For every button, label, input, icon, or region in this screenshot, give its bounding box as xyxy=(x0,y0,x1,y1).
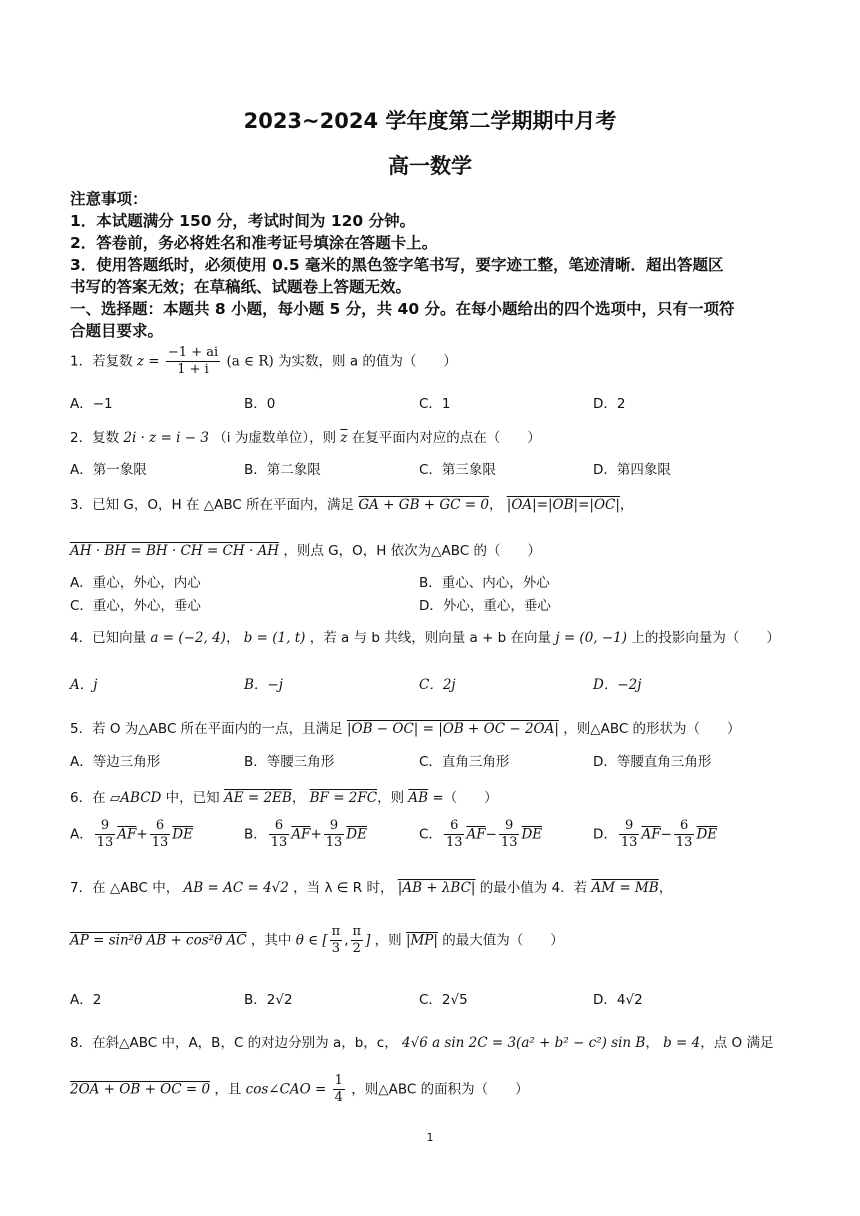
q6-condition-2: BF = 2FC xyxy=(309,790,378,806)
q7-frac-pi-2 xyxy=(351,924,364,957)
q2-prefix: 2．复数 xyxy=(70,430,120,446)
q1-fraction-numerator: −1 + ai xyxy=(167,345,219,360)
q8-line2-end: ，则△ABC 的面积为（ ） xyxy=(351,1081,529,1098)
q6-option-a-num-1: 9 xyxy=(95,818,116,835)
q6-option-a-vec-1: $\overline{AF}$ xyxy=(117,826,137,843)
q4-suffix: 上的投影向量为（ ） xyxy=(631,630,780,646)
q6-mid: 中，已知 xyxy=(165,790,220,806)
q8-line2-mid: ，且 xyxy=(214,1081,242,1098)
q1-option-d[interactable]: D．2 xyxy=(593,396,626,412)
q3-vector-sum: GA + GB + GC = 0 xyxy=(358,497,489,513)
q6-option-a[interactable] xyxy=(70,818,193,851)
q4-option-c[interactable]: C．2j xyxy=(419,677,456,693)
q8-sep: ， xyxy=(645,1035,659,1051)
question-4 xyxy=(70,626,780,646)
q4-option-b[interactable]: B．−j xyxy=(244,677,283,693)
section-heading-line-1: 一、选择题：本题共 8 小题，每小题 5 分，共 40 分。在每小题给出的四个选项中，只有一项符 xyxy=(70,300,735,318)
q1-option-b[interactable]: B．0 xyxy=(244,396,276,412)
q3-line1-text: 3．已知 G，O，H 在 △ABC 所在平面内，满足 xyxy=(70,497,355,513)
q6-option-d-num-2: 6 xyxy=(674,818,695,835)
q1-fraction xyxy=(166,345,220,378)
q2-expression: 2i · z = i − 3 xyxy=(123,430,209,446)
q7-line1-end: ， xyxy=(658,880,673,896)
q7-theta-close: ] xyxy=(365,932,371,949)
q7-option-b[interactable]: B．2√2 xyxy=(244,992,293,1008)
q6-option-b-vec-2: $\overline{DE}$ xyxy=(346,826,367,843)
q6-parallelogram: ▱ABCD xyxy=(109,790,162,806)
q3-sep: ， xyxy=(488,497,503,513)
question-5 xyxy=(70,717,741,737)
q7-side-lengths: AB = AC = 4√2 xyxy=(183,880,289,896)
question-3-line-2 xyxy=(70,539,541,559)
page-number: 1 xyxy=(426,1131,434,1144)
notice-item-3-line-1: 3．使用答题纸时，必须使用 0.5 毫米的黑色签字笔书写，要字迹工整，笔迹清晰．超出答题区 xyxy=(70,256,724,274)
q4-option-d[interactable]: D．−2j xyxy=(593,677,642,693)
q6-option-d-den-2: 13 xyxy=(675,835,693,850)
q3-dot-products: AH · BH = BH · CH = CH · AH xyxy=(70,543,280,559)
section-heading-line-2: 合题目要求。 xyxy=(70,322,164,340)
q6-option-b[interactable] xyxy=(244,818,367,851)
q6-option-c-frac-1 xyxy=(444,818,465,851)
q3-line2-text: ，则点 G，O，H 依次为△ABC 的（ ） xyxy=(283,543,542,559)
q6-prefix: 6．在 xyxy=(70,790,106,806)
question-7-line-1 xyxy=(70,876,672,896)
q7-frac-pi-3 xyxy=(330,924,343,957)
q3-option-a[interactable]: A．重心，外心，内心 xyxy=(70,575,201,591)
q1-z: z = xyxy=(136,353,160,370)
question-2 xyxy=(70,426,541,446)
q8-cos-expression: cos∠CAO = xyxy=(245,1081,327,1098)
q6-option-c-vec-1: $\overline{AF}$ xyxy=(466,826,486,843)
q2-z-conjugate: $\overline{z}$ xyxy=(340,430,348,446)
q7-frac-2-num: π xyxy=(352,924,362,939)
q2-option-b[interactable]: B．第二象限 xyxy=(244,462,321,478)
question-3-line-1 xyxy=(70,493,633,513)
q6-option-d-frac-1 xyxy=(619,818,640,851)
q6-option-a-frac-1 xyxy=(95,818,116,851)
notice-item-1: 1．本试题满分 150 分，考试时间为 120 分钟。 xyxy=(70,212,416,230)
q7-line2-mid: ，其中 xyxy=(250,932,292,949)
q6-option-c-label: C． xyxy=(419,826,442,843)
q6-option-b-op: + xyxy=(310,826,322,843)
q7-frac-1-den: 3 xyxy=(331,941,341,956)
q2-mid: （i 为虚数单位），则 xyxy=(213,430,337,446)
q6-option-c-op: − xyxy=(485,826,497,843)
q7-option-a[interactable]: A．2 xyxy=(70,992,102,1008)
question-8-line-1 xyxy=(70,1031,773,1051)
notice-item-3-line-2: 书写的答案无效；在草稿纸、试题卷上答题无效。 xyxy=(70,278,412,296)
q4-option-a[interactable]: A．j xyxy=(70,677,98,693)
q6-option-d-num-1: 9 xyxy=(619,818,640,835)
q1-option-a[interactable]: A．−1 xyxy=(70,396,113,412)
q6-option-d-vec-1: $\overline{AF}$ xyxy=(641,826,661,843)
q7-modulus: |AB + λBC| xyxy=(397,880,476,896)
q7-option-c[interactable]: C．2√5 xyxy=(419,992,468,1008)
q5-expression: |OB − OC| = |OB + OC − 2OA| xyxy=(346,721,559,737)
q8-vector-condition: 2OA + OB + OC = 0 xyxy=(70,1081,211,1098)
q7-option-d[interactable]: D．4√2 xyxy=(593,992,643,1008)
q6-option-c-den-1: 13 xyxy=(445,835,463,850)
q7-ap-expression: AP = sin²θ AB + cos²θ AC xyxy=(70,932,247,949)
q6-option-a-den-1: 13 xyxy=(96,835,114,850)
q5-option-d[interactable]: D．等腰直角三角形 xyxy=(593,754,712,770)
q8-equation: 4√6 a sin 2C = 3(a² + b² − c²) sin B xyxy=(402,1035,646,1051)
q3-line1-end: ， xyxy=(619,497,634,513)
exam-subject: 高一数学 xyxy=(388,154,472,178)
q1-fraction-denominator: 1 + i xyxy=(177,362,209,377)
q6-option-b-den-1: 13 xyxy=(270,835,288,850)
q6-option-d-op: − xyxy=(660,826,672,843)
q5-option-a[interactable]: A．等边三角形 xyxy=(70,754,161,770)
q7-line2-end: 的最大值为（ ） xyxy=(442,932,564,949)
q8-fraction xyxy=(333,1073,345,1106)
q6-option-a-label: A． xyxy=(70,826,93,843)
q6-option-c-vec-2: $\overline{DE}$ xyxy=(521,826,543,843)
q3-equal-moduli: |OA|=|OB|=|OC| xyxy=(506,497,620,513)
q7-frac-2-den: 2 xyxy=(352,941,361,956)
q7-frac-1-num: π xyxy=(331,924,341,939)
q6-option-d-label: D． xyxy=(593,826,617,843)
q1-condition: (a ∈ R) xyxy=(226,353,274,370)
question-1 xyxy=(70,345,457,378)
q6-option-a-vec-2: $\overline{DE}$ xyxy=(172,826,193,843)
q1-option-c[interactable]: C．1 xyxy=(419,396,451,412)
q4-prefix: 4．已知向量 xyxy=(70,630,147,646)
q3-option-b[interactable]: B．重心、内心，外心 xyxy=(419,575,550,591)
q4-vector-j: j = (0, −1) xyxy=(555,630,628,646)
exam-title: 2023~2024 学年度第二学期期中月考 xyxy=(243,109,617,133)
q6-option-c-num-1: 6 xyxy=(444,818,465,835)
q7-mp: |MP| xyxy=(405,932,438,949)
q6-option-c-den-2: 13 xyxy=(500,835,518,850)
q5-option-b[interactable]: B．等腰三角形 xyxy=(244,754,335,770)
q5-option-c[interactable]: C．直角三角形 xyxy=(419,754,510,770)
q6-option-b-num-2: 9 xyxy=(324,818,345,835)
q4-vector-b: b = (1, t) xyxy=(243,630,306,646)
q6-tail: ，则 xyxy=(377,790,405,806)
q7-min-text: 的最小值为 4．若 xyxy=(479,880,588,896)
q2-option-c[interactable]: C．第三象限 xyxy=(419,462,496,478)
q6-option-b-den-2: 13 xyxy=(325,835,343,850)
q6-suffix: =（ ） xyxy=(432,790,498,806)
q6-option-d-vec-2: $\overline{DE}$ xyxy=(696,826,718,843)
q6-option-d-den-1: 13 xyxy=(620,835,638,850)
q4-vector-a: a = (−2, 4) xyxy=(150,630,226,646)
q3-option-c[interactable]: C．重心，外心，垂心 xyxy=(70,598,201,614)
q6-condition-1: AE = 2EB xyxy=(223,790,292,806)
q6-option-c-frac-2 xyxy=(499,818,520,851)
q8-line1-text: 8．在斜△ABC 中，A，B，C 的对边分别为 a，b，c， xyxy=(70,1035,398,1051)
q3-option-d[interactable]: D．外心，重心，垂心 xyxy=(419,598,551,614)
q2-suffix: 在复平面内对应的点在（ ） xyxy=(351,430,541,446)
notice-item-2: 2．答卷前，务必将姓名和准考证号填涂在答题卡上。 xyxy=(70,234,438,252)
q7-am-mb: AM = MB xyxy=(591,880,659,896)
q6-option-b-label: B． xyxy=(244,826,267,843)
q1-prefix: 1．若复数 xyxy=(70,353,133,370)
question-8-line-2 xyxy=(70,1073,529,1106)
q6-option-a-den-2: 13 xyxy=(151,835,169,850)
q8-line1-end: ，点 O 满足 xyxy=(700,1035,774,1051)
q6-vector-ab: $\overline{AB}$ xyxy=(408,790,429,806)
q6-option-b-frac-2 xyxy=(324,818,345,851)
q7-theta-open: θ ∈ [ xyxy=(295,932,328,949)
q8-b-value: b = 4 xyxy=(663,1035,701,1051)
q2-option-d[interactable]: D．第四象限 xyxy=(593,462,671,478)
q6-option-a-frac-2 xyxy=(150,818,171,851)
q7-lambda-text: ，当 λ ∈ R 时， xyxy=(293,880,394,896)
q6-option-b-frac-1 xyxy=(269,818,290,851)
q1-suffix: 为实数，则 a 的值为（ ） xyxy=(278,353,457,370)
q5-prefix: 5．若 O 为△ABC 所在平面内的一点，且满足 xyxy=(70,721,343,737)
q6-option-a-num-2: 6 xyxy=(150,818,171,835)
q5-suffix: ，则△ABC 的形状为（ ） xyxy=(563,721,741,737)
q6-sep: ， xyxy=(291,790,306,806)
q6-option-b-vec-1: $\overline{AF}$ xyxy=(291,826,311,843)
question-7-line-2: AP = sin²θ AB + cos²θ AC ，其中 θ ∈ [ $\frac{\pi}{3}$ , $\frac{\pi}{2}$ ] ，则 |MP| 的最大值为（ ） xyxy=(70,924,564,956)
q7-line2-tail: ，则 xyxy=(374,932,402,949)
notice-heading: 注意事项： xyxy=(70,190,148,208)
q6-option-d-frac-2 xyxy=(674,818,695,851)
q8-fraction-denominator: 4 xyxy=(334,1090,343,1105)
q4-sep: ， xyxy=(225,630,240,646)
q6-option-c[interactable] xyxy=(419,818,542,851)
q6-option-a-op: + xyxy=(136,826,148,843)
q2-option-a[interactable]: A．第一象限 xyxy=(70,462,147,478)
q6-option-b-num-1: 6 xyxy=(269,818,290,835)
q8-fraction-numerator: 1 xyxy=(334,1073,343,1088)
q6-option-d[interactable] xyxy=(593,818,717,851)
q6-option-c-num-2: 9 xyxy=(499,818,520,835)
q4-mid: ，若 a 与 b 共线，则向量 a + b 在向量 xyxy=(309,630,552,646)
question-6 xyxy=(70,786,498,806)
q7-line1-text: 7．在 △ABC 中， xyxy=(70,880,180,896)
